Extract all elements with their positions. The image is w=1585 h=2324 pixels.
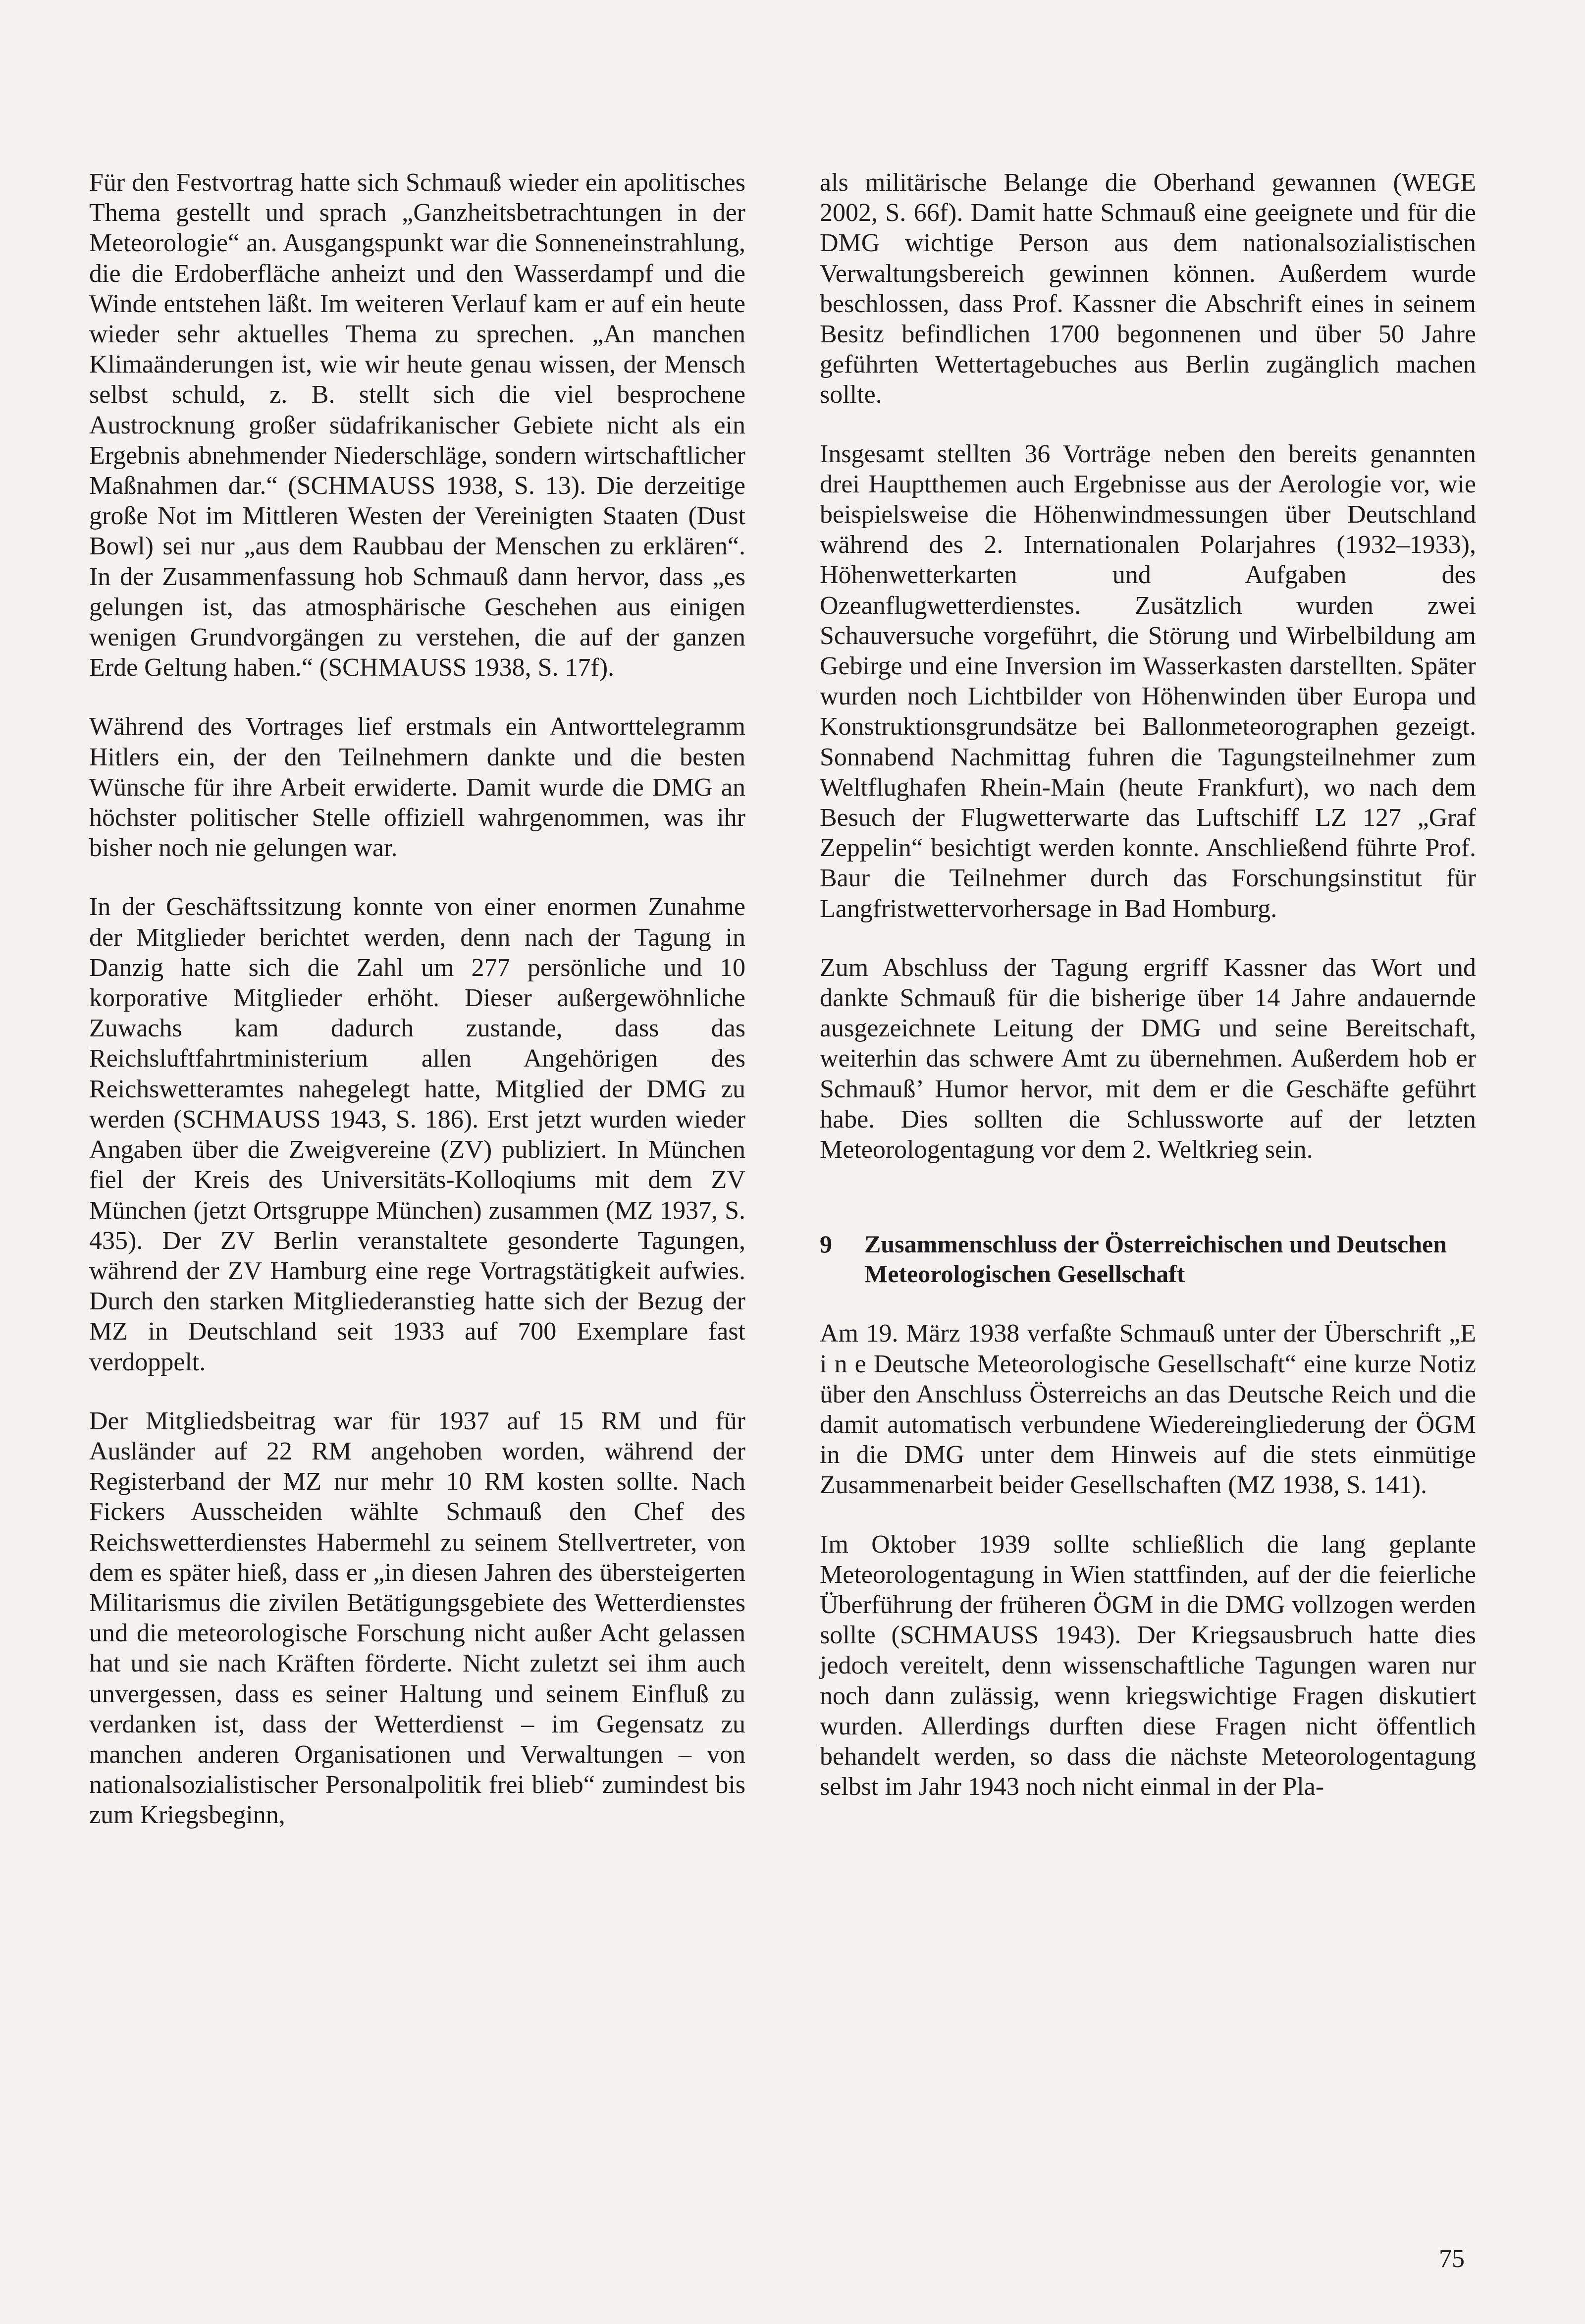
left-column: [89, 167, 745, 1859]
paragraph: Am 19. März 1938 verfaßte Schmauß unter der Überschrift „E i n e Deutsche Meteorologische Gesellschaft“ eine kurze Notiz über den Anschluss Österreichs an das Deutsche Reich und die damit automatisch verbundene Wiedereingliederung der ÖGM in die DMG unter dem Hinweis auf die stets einmütige Zusammenarbeit beider Gesellschaften (MZ 1938, S. 141).: [820, 1319, 1476, 1500]
paragraph: Im Oktober 1939 sollte schließlich die lang geplante Meteorologentagung in Wien stattfinden, auf der die feierliche Überführung der früheren ÖGM in die DMG vollzogen werden sollte (SCHMAUSS 1943). Der Kriegsausbruch hatte dies jedoch vereitelt, denn wissenschaftliche Tagungen waren nur noch dann zulässig, wenn kriegswichtige Fragen diskutiert wurden. Allerdings durften diese Fragen nicht öffentlich behandelt werden, so dass die nächste Meteorologentagung selbst im Jahr 1943 noch nicht einmal in der Pla-: [820, 1530, 1476, 1801]
paragraph: Zum Abschluss der Tagung ergriff Kassner das Wort und dankte Schmauß für die bisherige über 14 Jahre andauernde ausgezeichnete Leitung der DMG und seine Bereitschaft, weiterhin das schwere Amt zu übernehmen. Außerdem hob er Schmauß’ Humor hervor, mit dem er die Geschäfte geführt habe. Dies sollten die Schlussworte auf der letzten Meteorologentagung vor dem 2. Weltkrieg sein.: [820, 953, 1476, 1164]
paragraph: Der Mitgliedsbeitrag war für 1937 auf 15 RM und für Ausländer auf 22 RM angehoben worden, während der Registerband der MZ nur mehr 10 RM kosten sollte. Nach Fickers Ausscheiden wählte Schmauß den Chef des Reichswetterdienstes Habermehl zu seinem Stellvertreter, von dem es später hieß, dass er „in diesen Jahren des übersteigerten Militarismus die zivilen Betätigungsgebiete des Wetterdienstes und die meteorologische Forschung nicht außer Acht gelassen hat und sie nach Kräften förderte. Nicht zuletzt sei ihm auch unvergessen, dass es seiner Haltung und seinem Einfluß zu verdanken ist, dass der Wetterdienst – im Gegensatz zu manchen anderen Organisationen und Verwaltungen – von nationalsozialistischer Personalpolitik frei blieb“ zumindest bis zum Kriegsbeginn,: [89, 1406, 745, 1830]
section-title: Zusammenschluss der Österreichischen und Deutschen Meteorologischen Gesellschaft: [864, 1230, 1447, 1288]
paragraph: Insgesamt stellten 36 Vorträge neben den bereits genannten drei Hauptthemen auch Ergebnisse aus der Aerologie vor, wie beispielsweise die Höhenwindmessungen über Deutschland während des 2. Internationalen Polarjahres (1932–1933), Höhenwetterkarten und Aufgaben des Ozeanflugwetterdienstes. Zusätzlich wurden zwei Schauversuche vorgeführt, die Störung und Wirbelbildung am Gebirge und eine Inversion im Wasserkasten darstellten. Später wurden noch Lichtbilder von Höhenwinden über Europa und Konstruktionsgrundsätze bei Ballonmeteorographen gezeigt. Sonnabend Nachmittag fuhren die Tagungsteilnehmer zum Weltflughafen Rhein-Main (heute Frankfurt), wo nach dem Besuch der Flugwetterwarte das Luftschiff LZ 127 „Graf Zeppelin“ besichtigt werden konnte. Anschließend führte Prof. Baur die Teilnehmer durch das Forschungsinstitut für Langfristwettervorhersage in Bad Homburg.: [820, 439, 1476, 923]
paragraph: als militärische Belange die Oberhand gewannen (WEGE 2002, S. 66f). Damit hatte Schmauß eine geeignete und für die DMG wichtige Person aus dem nationalsozialistischen Verwaltungsbereich gewinnen können. Außerdem wurde beschlossen, dass Prof. Kassner die Abschrift eines in seinem Besitz befindlichen 1700 begonnenen und über 50 Jahre geführten Wettertagebuches aus Berlin zugänglich machen sollte.: [820, 168, 1476, 409]
page-number: 75: [1439, 2245, 1465, 2273]
right-column: [820, 167, 1476, 1831]
paragraph: Für den Festvortrag hatte sich Schmauß wieder ein apolitisches Thema gestellt und sprach „Ganzheitsbetrachtungen in der Meteorologie“ an. Ausgangspunkt war die Sonneneinstrahlung, die die Erdoberfläche anheizt und den Wasserdampf und die Winde entstehen läßt. Im weiteren Verlauf kam er auf ein heute wieder sehr aktuelles Thema zu sprechen. „An manchen Klimaänderungen ist, wie wir heute genau wissen, der Mensch selbst schuld, z. B. stellt sich die viel besprochene Austrocknung großer südafrikanischer Gebiete nicht als ein Ergebnis abnehmender Niederschläge, sondern wirtschaftlicher Maßnahmen dar.“ (SCHMAUSS 1938, S. 13). Die derzeitige große Not im Mittleren Westen der Vereinigten Staaten (Dust Bowl) sei nur „aus dem Raubbau der Menschen zu erklären“. In der Zusammenfassung hob Schmauß dann hervor, dass „es gelungen ist, das atmosphärische Geschehen aus einigen wenigen Grundvorgängen zu verstehen, die auf der ganzen Erde Geltung haben.“ (SCHMAUSS 1938, S. 17f).: [89, 168, 745, 682]
section-heading: [820, 1229, 1476, 1289]
paragraph: In der Geschäftssitzung konnte von einer enormen Zunahme der Mitglieder berichtet werden, denn nach der Tagung in Danzig hatte sich die Zahl um 277 persönliche und 10 korporative Mitglieder erhöht. Dieser außergewöhnliche Zuwachs kam dadurch zustande, dass das Reichsluftfahrtministerium allen Angehörigen des Reichswetteramtes nahegelegt hatte, Mitglied der DMG zu werden (SCHMAUSS 1943, S. 186). Erst jetzt wurden wieder Angaben über die Zweigvereine (ZV) publiziert. In München fiel der Kreis des Universitäts-Kolloqiums mit dem ZV München (jetzt Ortsgruppe München) zusammen (MZ 1937, S. 435). Der ZV Berlin veranstaltete gesonderte Tagungen, während der ZV Hamburg eine rege Vortragstätigkeit aufwies. Durch den starken Mitgliederanstieg hatte sich der Bezug der MZ in Deutschland seit 1933 auf 700 Exemplare fast verdoppelt.: [89, 893, 745, 1376]
paragraph: Während des Vortrages lief erstmals ein Antworttelegramm Hitlers ein, der den Teilnehmern dankte und die besten Wünsche für ihre Arbeit erwiderte. Damit wurde die DMG an höchster politischer Stelle offiziell wahrgenommen, was ihr bisher noch nie gelungen war.: [89, 712, 745, 863]
section-number: 9: [820, 1230, 832, 1258]
